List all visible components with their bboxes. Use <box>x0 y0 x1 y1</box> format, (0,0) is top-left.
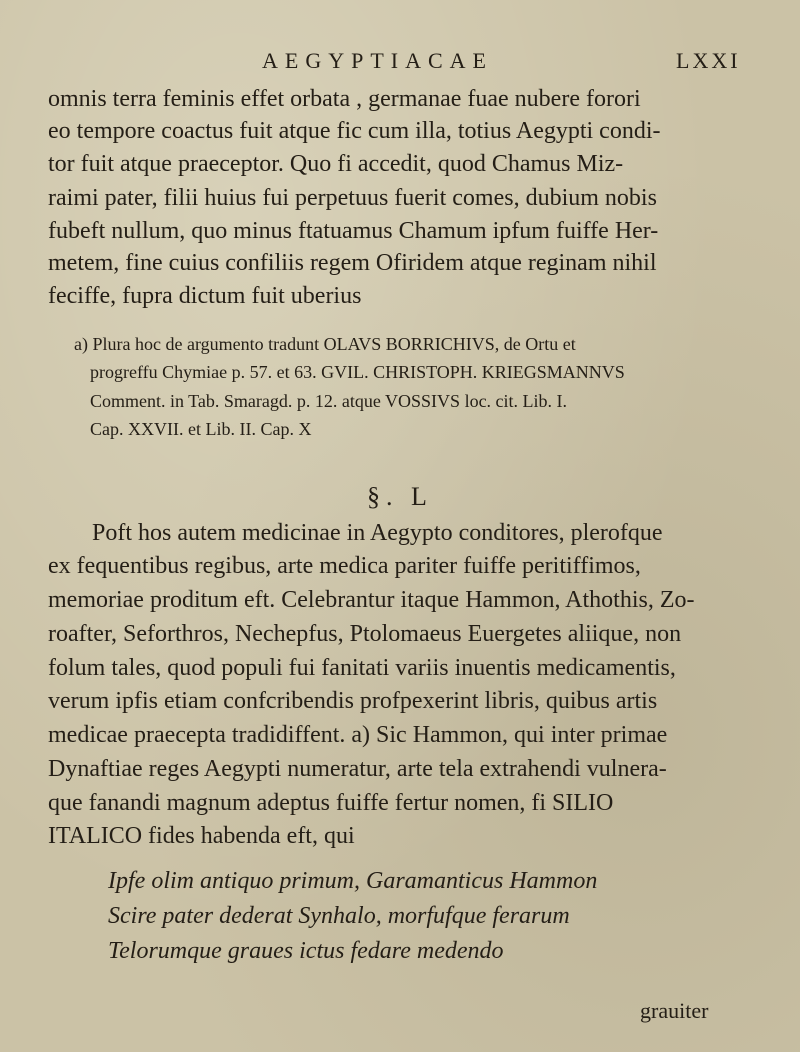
text-line: eo tempore coactus fuit atque fic cum illa, totius Aegypti condi- <box>48 118 661 144</box>
text-line: medicae praecepta tradidiffent. a) Sic Hammon, qui inter primae <box>48 722 668 748</box>
verse-line: Scire pater dederat Synhalo, morfufque ferarum <box>108 903 570 929</box>
text-line: ex fequentibus regibus, arte medica pariter fuiffe peritiffimos, <box>48 553 641 579</box>
text-line: que fanandi magnum adeptus fuiffe fertur nomen, fi SILIO <box>48 790 614 816</box>
text-line: feciffe, fupra dictum fuit uberius <box>48 283 362 309</box>
page-number: LXXI <box>676 48 741 73</box>
text-line: fubeft nullum, quo minus ftatuamus Chamum ipfum fuiffe Her- <box>48 218 659 244</box>
text-line: raimi pater, filii huius fui perpetuus fuerit comes, dubium nobis <box>48 185 657 211</box>
text-line: verum ipfis etiam confcribendis profpexerint libris, quibus artis <box>48 688 658 714</box>
footnote-line: Comment. in Tab. Smaragd. p. 12. atque VOSSIVS loc. cit. Lib. I. <box>90 391 568 411</box>
text-line: roafter, Seforthros, Nechepfus, Ptolomaeus Euergetes aliique, non <box>48 621 682 647</box>
verse-line: Telorumque graues ictus fedare medendo <box>108 938 504 964</box>
text-line: memoriae proditum eft. Celebrantur itaque Hammon, Athothis, Zo- <box>48 587 695 613</box>
running-head <box>0 48 800 78</box>
verse-line: Ipfe olim antiquo primum, Garamanticus Hammon <box>108 868 598 894</box>
text-line: Dynaftiae reges Aegypti numeratur, arte tela extrahendi vulnera- <box>48 756 667 782</box>
text-line: Poft hos autem medicinae in Aegypto conditores, plerofque <box>92 520 663 546</box>
text-line: metem, fine cuius confiliis regem Ofiridem atque reginam nihil <box>48 250 657 276</box>
text-line: omnis terra feminis effet orbata , germanae fuae nubere forori <box>48 86 641 112</box>
section-heading: §. L <box>367 482 433 511</box>
catchword: grauiter <box>640 998 709 1023</box>
text-line: folum tales, quod populi fui fanitati variis inuentis medicamentis, <box>48 655 676 681</box>
running-title: AEGYPTIACAE <box>262 48 493 73</box>
text-line: ITALICO fides habenda eft, qui <box>48 823 355 849</box>
footnote-line: a) Plura hoc de argumento tradunt OLAVS BORRICHIVS, de Ortu et <box>74 334 576 354</box>
text-line: tor fuit atque praeceptor. Quo fi accedit, quod Chamus Miz- <box>48 151 624 177</box>
footnote-line: progreffu Chymiae p. 57. et 63. GVIL. CHRISTOPH. KRIEGSMANNVS <box>90 362 625 382</box>
footnote-line: Cap. XXVII. et Lib. II. Cap. X <box>90 419 312 439</box>
